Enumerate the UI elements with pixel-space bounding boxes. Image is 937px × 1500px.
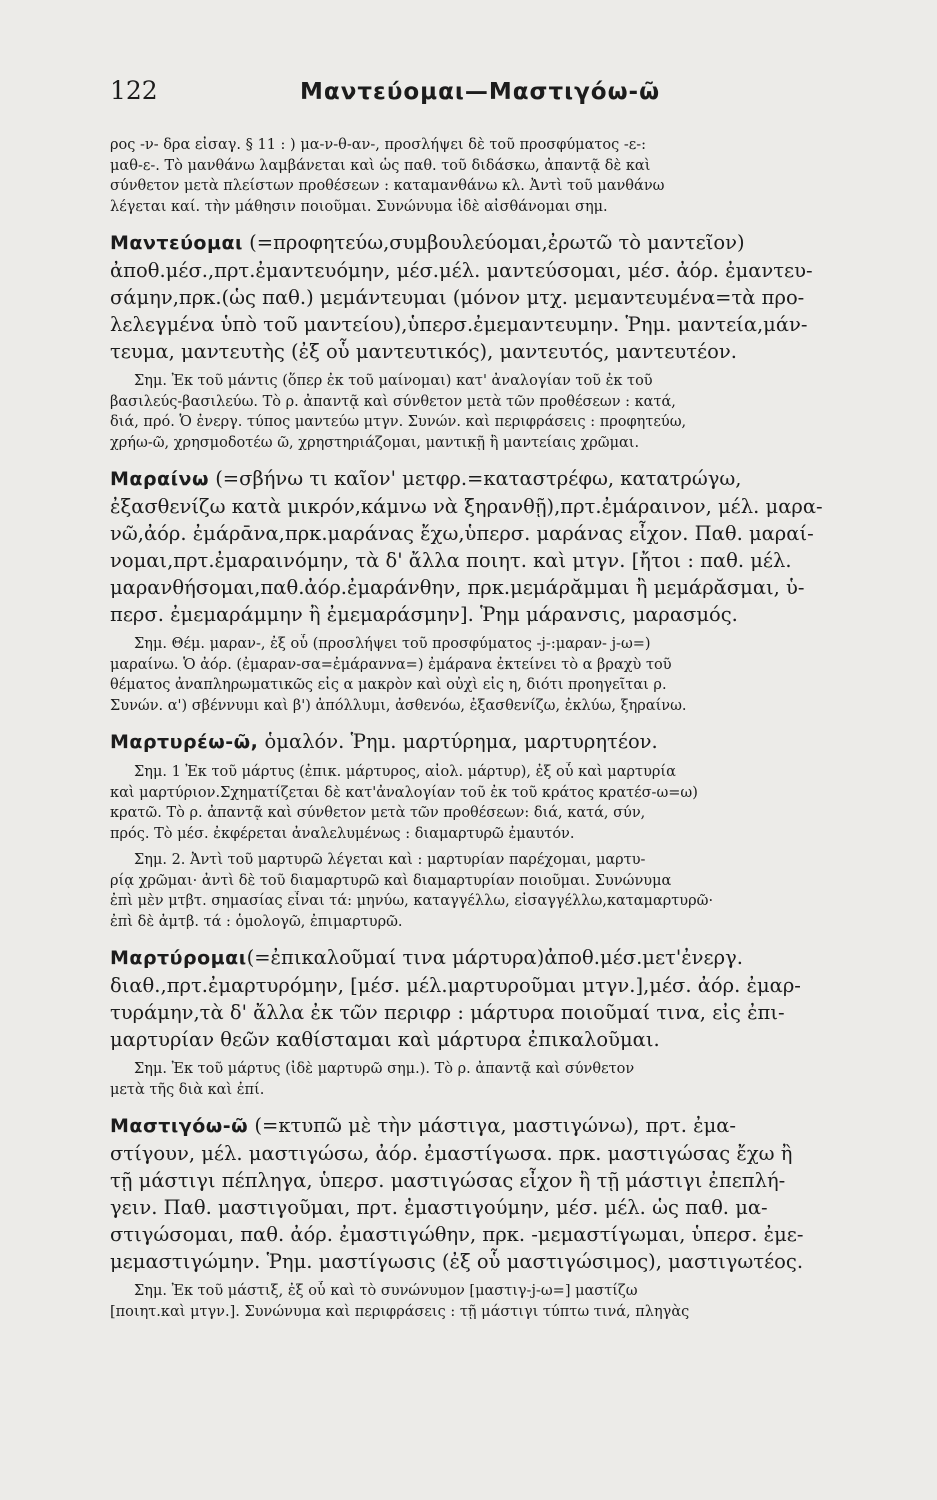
entry-body (110, 1112, 877, 1275)
entry-line: νῶ,ἀόρ. ἐμάρᾱνα,πρκ.μαράνας ἔχω,ὑπερσ. μαράνας εἶχον. Παθ. μαραί- (110, 522, 814, 545)
note-line: βασιλεύς-βασιλεύω. Τὸ ρ. ἀπαντᾷ καὶ σύνθετον μετὰ τῶν προθέσεων : κατά, (110, 393, 676, 410)
headword: Μαραίνω (110, 468, 209, 490)
entry-line: περσ. ἐμεμαράμμην ἢ ἐμεμαράσμην]. Ῥημ μάρανσις, μαρασμός. (110, 603, 738, 626)
entry-line: μεμαστιγώμην. Ῥημ. μαστίγωσις (ἐξ οὗ μαστιγώσιμος), μαστιγωτέος. (110, 1250, 804, 1273)
entry-note (110, 1281, 877, 1322)
headword: Μαστιγόω-ῶ (110, 1115, 249, 1137)
entry-marainw (110, 465, 877, 716)
entry-note (110, 634, 877, 716)
entry-mantevomai (110, 229, 877, 453)
entry-first-line (110, 465, 877, 493)
entry-martyrew (110, 728, 877, 932)
note-line: μετὰ τῆς διὰ καὶ ἐπί. (110, 1081, 265, 1098)
note-line: ἐπὶ δὲ ἀμτβ. τά : ὁμολογῶ, ἐπιμαρτυρῶ. (110, 913, 403, 930)
entry-definition: ὁμαλόν. Ῥημ. μαρτύρημα, μαρτυρητέον. (264, 730, 658, 753)
entry-body (110, 465, 877, 628)
entry-note (110, 762, 877, 844)
entry-line: μαρανθήσομαι,παθ.ἀόρ.ἐμαράνθην, πρκ.μεμάρᾰμμαι ἢ μεμάρᾰσμαι, ὑ- (110, 576, 805, 599)
entry-line: ἐξασθενίζω κατὰ μικρόν,κάμνω νὰ ξηρανθῇ),πρτ.ἐμάραινον, μέλ. μαρα- (110, 495, 823, 518)
entry-definition: (=κτυπῶ μὲ τὴν μάστιγα, μαστιγώνω), πρτ. ἐμα- (254, 1114, 737, 1137)
note-line: Σημ. Θέμ. μαραν-, ἐξ οὗ (προσλήψει τοῦ προσφύματος -j-:μαραν- j-ω=) (134, 636, 651, 652)
entry-definition: (=προφητεύω,συμβουλεύομαι,ἐρωτῶ τὸ μαντεῖον) (249, 231, 745, 254)
entry-definition: (=σβήνω τι καῖον' μετφρ.=καταστρέφω, κατατρώγω, (215, 467, 742, 490)
headword: Μαρτύρομαι (110, 947, 247, 969)
headword: Μαρτυρέω-ῶ, (110, 731, 259, 753)
entry-line: τευμα, μαντευτὴς (ἐξ οὗ μαντευτικός), μαντευτός, μαντευτέον. (110, 340, 737, 363)
entry-note (110, 1059, 877, 1100)
intro-note (110, 135, 877, 217)
entry-note (110, 850, 877, 932)
note-line: Σημ. Ἐκ τοῦ μάστιξ, ἐξ οὗ καὶ τὸ συνώνυμον [μαστιγ-j-ω=] μαστίζω (134, 1283, 638, 1299)
entry-line: ἀποθ.μέσ.,πρτ.ἐμαντευόμην, μέσ.μέλ. μαντεύσομαι, μέσ. ἀόρ. ἐμαντευ- (110, 259, 813, 282)
entry-first-line (110, 728, 877, 756)
note-line: χρήω-ῶ, χρησμοδοτέω ῶ, χρηστηριάζομαι, μαντικῇ ἢ μαντείαις χρῶμαι. (110, 434, 640, 451)
note-line: Σημ. 1 Ἐκ τοῦ μάρτυς (ἐπικ. μάρτυρος, αἰολ. μάρτυρ), ἐξ οὗ καὶ μαρτυρία (134, 764, 676, 780)
note-line: [ποιητ.καὶ μτγν.]. Συνώνυμα καὶ περιφράσεις : τῇ μάστιγι τύπτω τινά, πληγὰς (110, 1303, 690, 1320)
entry-line: τυράμην,τὰ δ' ἄλλα ἐκ τῶν περιφρ : μάρτυρα ποιοῦμαί τινα, εἰς ἐπι- (110, 1001, 785, 1024)
entry-body (110, 944, 877, 1053)
note-line: λέγεται καί. τὴν μάθησιν ποιοῦμαι. Συνώνυμα ἰδὲ αἰσθάνομαι σημ. (110, 198, 608, 215)
page-header (110, 76, 877, 105)
note-line: Σημ. Ἐκ τοῦ μάρτυς (ἰδὲ μαρτυρῶ σημ.). Τὸ ρ. ἀπαντᾷ καὶ σύνθετον (134, 1061, 635, 1077)
entry-line: μαρτυρίαν θεῶν καθίσταμαι καὶ μάρτυρα ἐπικαλοῦμαι. (110, 1028, 660, 1051)
note-line: μαραίνω. Ὁ ἀόρ. (ἐμαραν-σα=ἐμάραννα=) ἐμάρανα ἐκτείνει τὸ α βραχὺ τοῦ (110, 656, 672, 673)
running-head: Μαντεύομαι—Μαστιγόω-ῶ (300, 79, 661, 105)
note-line: καὶ μαρτύριον.Σχηματίζεται δὲ κατ'ἀναλογίαν τοῦ ἐκ τοῦ κράτος κρατέσ-ω=ω) (110, 784, 698, 801)
note-line: ἐπὶ μὲν μτβτ. σημασίας εἶναι τά: μηνύω, καταγγέλλω, εἰσαγγέλλω,καταμαρτυρῶ· (110, 893, 714, 909)
entry-line: τῇ μάστιγι πέπληγα, ὑπερσ. μαστιγώσας εἶχον ἢ τῇ μάστιγι ἐπεπλή- (110, 1169, 786, 1192)
entry-mastigow (110, 1112, 877, 1322)
headword: Μαντεύομαι (110, 232, 243, 254)
entry-first-line (110, 229, 877, 257)
entry-line: διαθ.,πρτ.ἐμαρτυρόμην, [μέσ. μέλ.μαρτυροῦμαι μτγν.],μέσ. ἀόρ. ἐμαρ- (110, 974, 801, 997)
entry-body (110, 728, 877, 756)
entry-first-line (110, 944, 877, 972)
entry-martyromai (110, 944, 877, 1100)
entry-note (110, 371, 877, 453)
entry-definition: (=ἐπικαλοῦμαί τινα μάρτυρα)ἀποθ.μέσ.μετ'ἐνεργ. (246, 946, 743, 969)
note-line: πρός. Τὸ μέσ. ἐκφέρεται ἀναλελυμένως : διαμαρτυρῶ ἐμαυτόν. (110, 825, 575, 842)
note-line: μαθ-ε-. Τὸ μανθάνω λαμβάνεται καὶ ὡς παθ. τοῦ διδάσκω, ἀπαντᾷ δὲ καὶ (110, 157, 651, 174)
note-line: ρος -ν- δρα εἰσαγ. § 11 : ) μα-ν-θ-αν-, προσλήψει δὲ τοῦ προσφύματος -ε-: (110, 137, 647, 153)
entry-line: λελεγμένα ὑπὸ τοῦ μαντείου),ὑπερσ.ἐμεμαντευμην. Ῥημ. μαντεία,μάν- (110, 313, 808, 336)
page-number: 122 (110, 76, 158, 105)
note-line: διά, πρό. Ὁ ἐνεργ. τύπος μαντεύω μτγν. Συνών. καὶ περιφράσεις : προφητεύω, (110, 414, 687, 430)
note-line: κρατῶ. Τὸ ρ. ἀπαντᾷ καὶ σύνθετον μετὰ τῶν προθέσεων: διά, κατά, σύν, (110, 805, 646, 821)
entry-body (110, 229, 877, 365)
entry-first-line (110, 1112, 877, 1140)
note-line: Σημ. Ἐκ τοῦ μάντις (ὅπερ ἐκ τοῦ μαίνομαι) κατ' ἀναλογίαν τοῦ ἐκ τοῦ (134, 373, 653, 389)
note-line: Σημ. 2. Ἀντὶ τοῦ μαρτυρῶ λέγεται καὶ : μαρτυρίαν παρέχομαι, μαρτυ- (134, 852, 646, 868)
entry-line: στιγώσομαι, παθ. ἀόρ. ἐμαστιγώθην, πρκ. -μεμαστίγωμαι, ὑπερσ. ἐμε- (110, 1223, 804, 1246)
entry-line: γειν. Παθ. μαστιγοῦμαι, πρτ. ἐμαστιγούμην, μέσ. μέλ. ὡς παθ. μα- (110, 1196, 768, 1219)
entry-line: στίγουν, μέλ. μαστιγώσω, ἀόρ. ἐμαστίγωσα. πρκ. μαστιγώσας ἔχω ἢ (110, 1142, 793, 1165)
entry-line: σάμην,πρκ.(ὡς παθ.) μεμάντευμαι (μόνον μτχ. μεμαντευμένα=τὰ προ- (110, 286, 805, 309)
note-line: Συνών. α') σβέννυμι καὶ β') ἀπόλλυμι, ἀσθενόω, ἐξασθενίζω, ἐκλύω, ξηραίνω. (110, 697, 687, 714)
note-line: θέματος ἀναπληρωματικῶς εἰς α μακρὸν καὶ οὐχὶ εἰς η, διότι προηγεῖται ρ. (110, 677, 667, 693)
note-line: ρίᾳ χρῶμαι· ἀντὶ δὲ τοῦ διαμαρτυρῶ καὶ διαμαρτυρίαν ποιοῦμαι. Συνώνυμα (110, 872, 672, 889)
note-line: σύνθετον μετὰ πλείστων προθέσεων : καταμανθάνω κλ. Ἀντὶ τοῦ μανθάνω (110, 178, 665, 194)
entry-line: νομαι,πρτ.ἐμαραινόμην, τὰ δ' ἄλλα ποιητ. καὶ μτγν. [ἤτοι : παθ. μέλ. (110, 549, 792, 572)
